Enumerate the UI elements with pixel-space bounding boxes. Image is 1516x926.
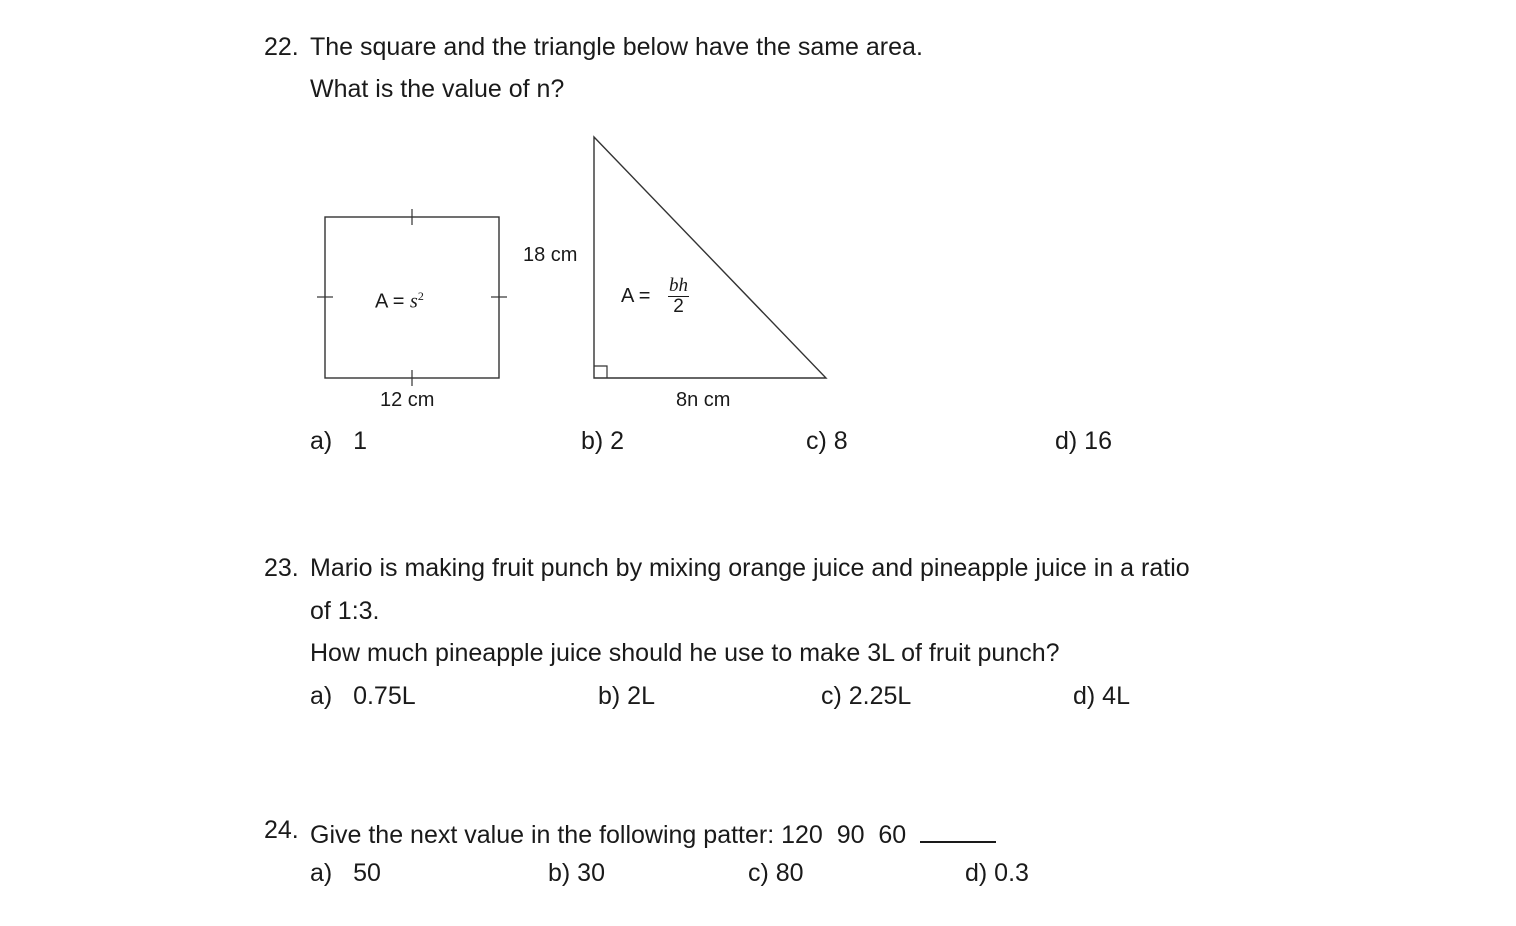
fraction-numerator: bh (669, 275, 688, 296)
triangle-area-fraction (668, 276, 689, 317)
q24-prompt-text: Give the next value in the following patter: 120 90 60 (310, 821, 907, 849)
q23-prompt-line1: Mario is making fruit punch by mixing orange juice and pineapple juice in a ratio (310, 554, 1190, 582)
fraction-denominator: 2 (673, 296, 684, 317)
q22-option-d[interactable]: d) 16 (1055, 427, 1112, 455)
triangle-base-label: 8n cm (676, 389, 731, 411)
triangle-shape (594, 137, 826, 378)
right-angle-marker (594, 366, 607, 378)
q22-option-c[interactable]: c) 8 (806, 427, 848, 455)
q22-option-a[interactable]: a) 1 (310, 427, 367, 455)
q24-prompt-line1 (310, 815, 996, 850)
q24-option-d[interactable]: d) 0.3 (965, 859, 1029, 887)
square-side-label: 12 cm (380, 389, 435, 411)
q23-prompt-line3: How much pineapple juice should he use to make 3L of fruit punch? (310, 639, 1060, 667)
q22-option-b[interactable]: b) 2 (581, 427, 625, 455)
q23-option-c[interactable]: c) 2.25L (821, 682, 912, 710)
triangle-area-formula-prefix: A = (621, 285, 651, 307)
q22-prompt-line1: The square and the triangle below have the same area. (310, 33, 923, 61)
square-area-formula: $A = s^2$ (375, 289, 424, 313)
q24-option-a[interactable]: a) 50 (310, 859, 381, 887)
triangle-height-label: 18 cm (523, 244, 578, 266)
q23-number: 23. (264, 554, 299, 582)
q24-option-b[interactable]: b) 30 (548, 859, 605, 887)
q23-prompt-line2: of 1:3. (310, 597, 380, 625)
q23-option-a[interactable]: a) 0.75L (310, 682, 416, 710)
q23-option-d[interactable]: d) 4L (1073, 682, 1130, 710)
answer-blank[interactable] (920, 815, 996, 843)
q24-option-c[interactable]: c) 80 (748, 859, 804, 887)
q22-prompt-line2: What is the value of n? (310, 75, 565, 103)
q24-number: 24. (264, 816, 299, 844)
q23-option-b[interactable]: b) 2L (598, 682, 655, 710)
q22-number: 22. (264, 33, 299, 61)
